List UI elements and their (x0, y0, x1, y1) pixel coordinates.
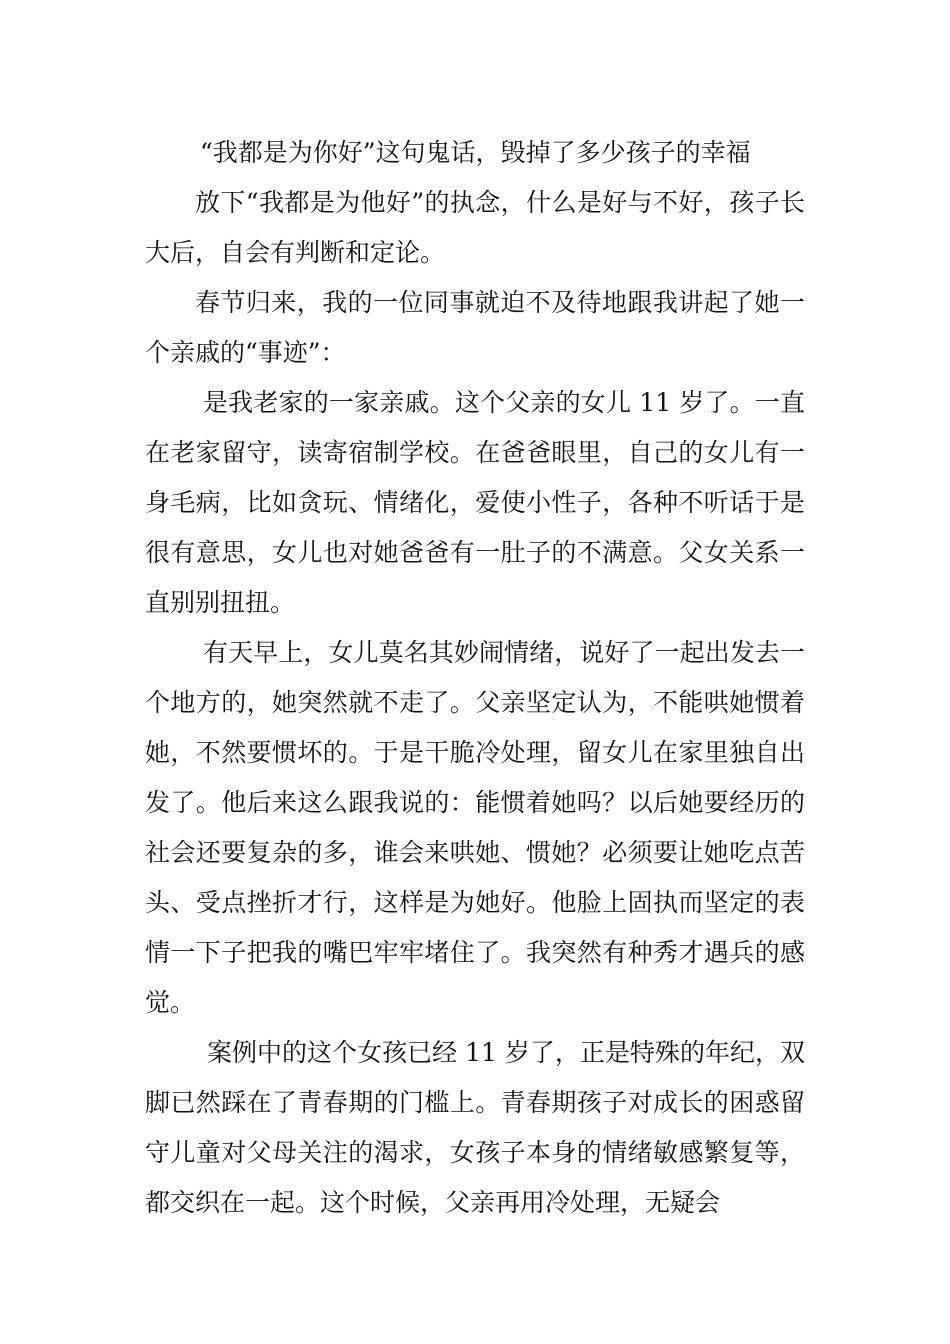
paragraph-intro: 放下“我都是为他好”的执念，什么是好与不好，孩子长大后，自会有判断和定论。 (145, 188, 805, 267)
paragraph-case-analysis: 案例中的这个女孩已经 11 岁了，正是特殊的年纪，双脚已然踩在了青春期的门槛上。青春期孩子对成长的困惑留守儿童对父母关注的渴求，女孩子本身的情绪敏感繁复等，都交织在一起。这个时候，父亲再用冷处理，无疑会 (145, 1038, 805, 1217)
paragraph-relative: 是我老家的一家亲戚。这个父亲的女儿 11 岁了。一直在老家留守，读寄宿制学校。在爸爸眼里，自己的女儿有一身毛病，比如贪玩、情绪化，爱使小性子，各种不听话于是很有意思，女儿也对她爸爸有一肚子的不满意。父女关系一直别别扭扭。 (145, 388, 805, 617)
paragraph-spring-festival: 春节归来，我的一位同事就迫不及待地跟我讲起了她一个亲戚的“事迹”： (145, 288, 805, 367)
paragraph-morning: 有天早上，女儿莫名其妙闹情绪，说好了一起出发去一个地方的，她突然就不走了。父亲坚定认为，不能哄她惯着她，不然要惯坏的。于是干脆冷处理，留女儿在家里独自出发了。他后来这么跟我说的：能惯着她吗？以后她要经历的社会还要复杂的多，谁会来哄她、惯她？必须要让她吃点苦头、受点挫折才行，这样是为她好。他脸上固执而坚定的表情一下子把我的嘴巴牢牢堵住了。我突然有种秀才遇兵的感觉。 (145, 638, 805, 1017)
article-title: “我都是为你好”这句鬼话，毁掉了多少孩子的幸福 (200, 138, 751, 167)
